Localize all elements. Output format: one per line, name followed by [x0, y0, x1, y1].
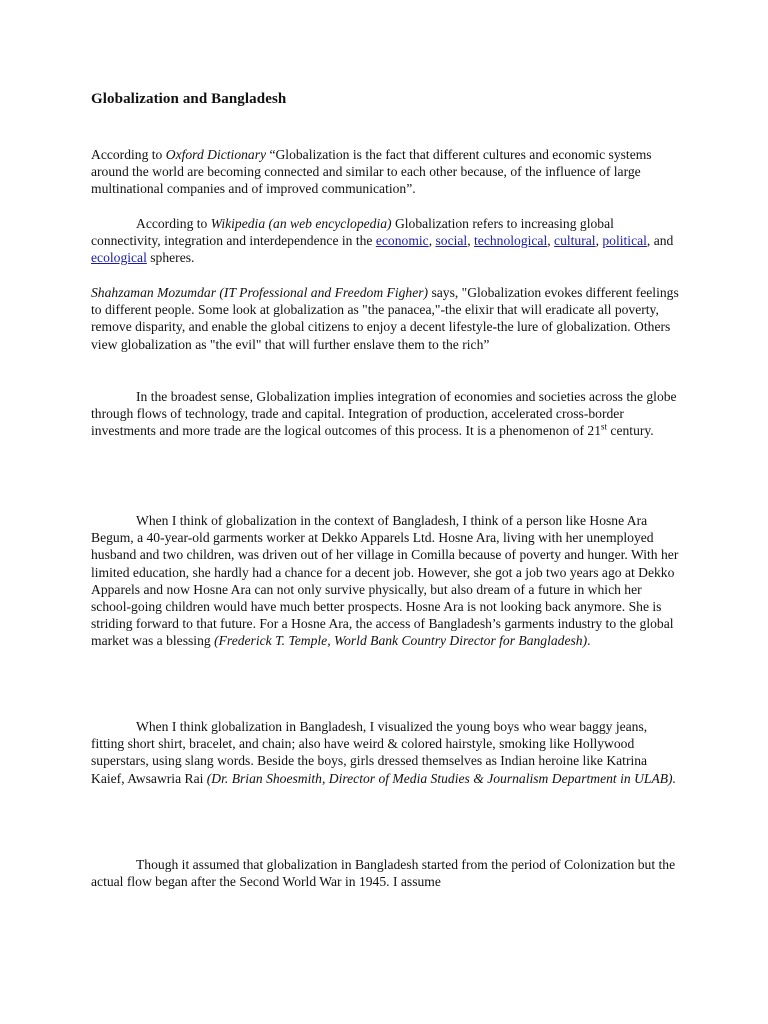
- link-social[interactable]: social: [435, 233, 468, 249]
- p2-end: spheres.: [146, 250, 195, 266]
- paragraph-young-boys: [91, 718, 683, 787]
- p3-text: says, "Globalization evokes different feelings to different people. Some look at globalization as "the panacea,"-the elixir that will eradicate all poverty, remove disparity, and enable the global citizens to enjoy a decent lifestyle-the lure of globalization. Others view globalization as "the evil" that will further enslave them to the rich”: [91, 285, 679, 352]
- paragraph-hosne-ara: [91, 512, 683, 650]
- p1-source: Oxford Dictionary: [165, 147, 267, 162]
- p2-source: Wikipedia (an web encyclopedia): [210, 216, 392, 231]
- paragraph-broadest-sense: [91, 388, 683, 440]
- p5-end: .: [587, 633, 591, 649]
- link-technological[interactable]: technological: [474, 233, 548, 249]
- p6-text: When I think globalization in Bangladesh, I visualized the young boys who wear baggy jeans, fitting short shirt, bracelet, and chain; also have weird & colored hairstyle, smoking like Hollywood superstars, using slang words. Beside the boys, girls dressed themselves as Indian heroine like Katrina Kaief, Awsawria Rai: [91, 719, 648, 786]
- p1-text: “Globalization is the fact that different cultures and economic systems around the world are becoming connected and similar to each other because, of the influence of large multinational companies and of improved communication”.: [91, 147, 652, 197]
- link-cultural[interactable]: cultural: [554, 233, 596, 249]
- p6-citation: (Dr. Brian Shoesmith, Director of Media Studies & Journalism Department in ULAB).: [206, 770, 676, 786]
- p4-superscript: st: [601, 421, 608, 432]
- link-ecological[interactable]: ecological: [91, 250, 147, 266]
- link-economic[interactable]: economic: [375, 233, 429, 249]
- paragraph-mozumdar-quote: [91, 284, 683, 353]
- p4-text: In the broadest sense, Globalization implies integration of economies and societies across the globe through flows of technology, trade and capital. Integration of production, accelerated cross-border investments and more trade are the logical outcomes of this process. It is a phenomenon of 21: [91, 389, 677, 439]
- paragraph-oxford-definition: [91, 146, 683, 198]
- p1-pre: According to: [91, 147, 166, 162]
- separator: ,: [595, 233, 603, 249]
- p3-source: Shahzaman Mozumdar (IT Professional and Freedom Figher): [91, 285, 429, 300]
- separator: , and: [646, 233, 674, 249]
- p5-text: When I think of globalization in the context of Bangladesh, I think of a person like Hosne Ara Begum, a 40-year-old garments worker at Dekko Apparels Ltd. Hosne Ara, living with her unemployed husband and two children, was driven out of her village in Comilla because of poverty and hunger. With her limited education, she hardly had a chance for a decent job. However, she got a job two years ago at Dekko Apparels and now Hosne Ara can not only survive physically, but also dream of a future in which her school-going children would have much better prospects. Hosne Ara is not looking back anymore. She is striding forward to that future. For a Hosne Ara, the access of Bangladesh’s garments industry to the global market was a blessing: [91, 513, 679, 649]
- separator: ,: [428, 233, 436, 249]
- p5-citation: (Frederick T. Temple, World Bank Country Director for Bangladesh): [214, 633, 588, 649]
- paragraph-colonization: [91, 856, 683, 890]
- p7-text: Though it assumed that globalization in Bangladesh started from the period of Colonization but the actual flow began after the Second World War in 1945. I assume: [91, 857, 676, 890]
- link-political[interactable]: political: [602, 233, 647, 249]
- separator: ,: [547, 233, 555, 249]
- separator: ,: [467, 233, 475, 249]
- document-title: Globalization and Bangladesh: [91, 91, 287, 107]
- paragraph-wikipedia-definition: [91, 215, 683, 267]
- p2-text: Globalization refers to increasing global connectivity, integration and interdependence in the: [91, 216, 614, 249]
- p4-end: century.: [607, 423, 654, 439]
- p2-pre: According to: [136, 216, 211, 231]
